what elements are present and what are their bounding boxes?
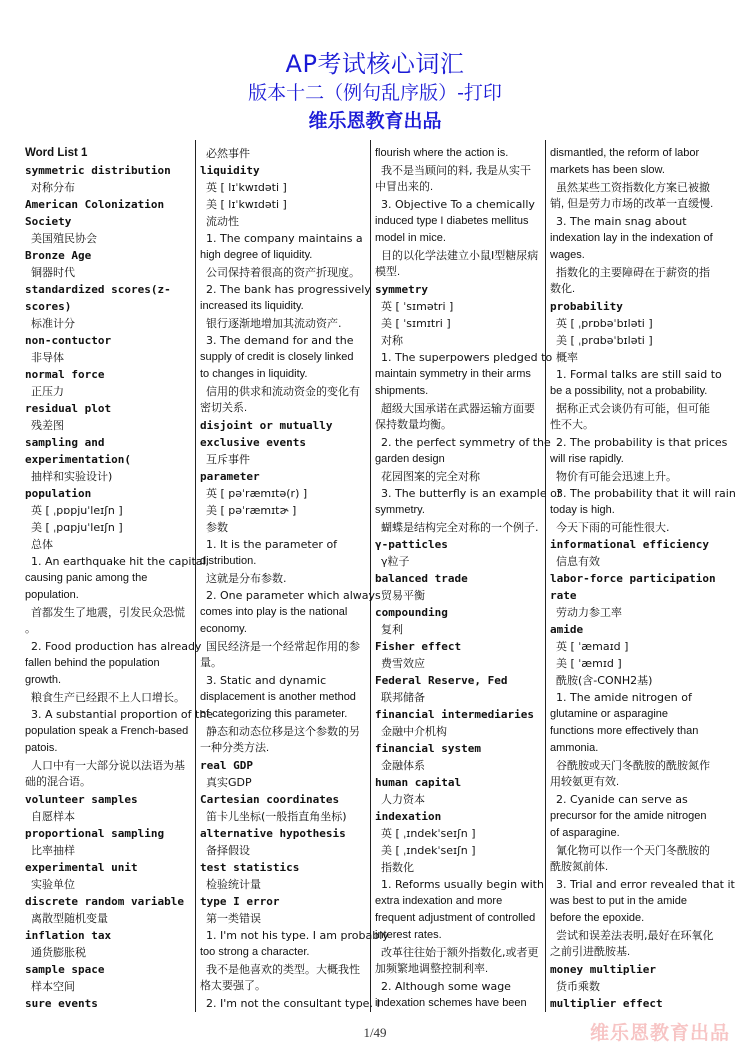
- phonetic: 美 [ lɪˈkwɪdəti ]: [206, 198, 287, 211]
- chinese-definition: 我不是他喜欢的类型。大概我性: [206, 963, 360, 976]
- sentence-line: increased its liquidity.: [200, 300, 304, 312]
- chinese-definition: 总体: [31, 538, 53, 551]
- chinese-definition: 联邦储备: [381, 691, 425, 704]
- term-heading: sure events: [25, 997, 98, 1010]
- sentence-line: shipments.: [375, 385, 429, 397]
- example-sentence: 3. Static and dynamic: [206, 674, 327, 687]
- sentence-line: indexation schemes have been: [375, 997, 527, 1009]
- phonetic: 英 [ ˈæmaɪd ]: [556, 640, 629, 653]
- sentence-line: extra indexation and more: [375, 895, 503, 907]
- sentence-line: today is high.: [550, 504, 615, 516]
- chinese-definition: 金融中介机构: [381, 725, 447, 738]
- term-heading: Federal Reserve, Fed: [375, 674, 508, 687]
- chinese-definition: 标准计分: [31, 317, 75, 330]
- sentence-line: 。: [25, 623, 36, 635]
- sentence-line: economy.: [200, 623, 247, 635]
- chinese-definition: 非导体: [31, 351, 64, 364]
- example-sentence: 2. Although some wage: [381, 980, 511, 993]
- sentence-line: high degree of liquidity.: [200, 249, 313, 261]
- example-sentence: 3. The probability that it will rain: [556, 487, 736, 500]
- term-heading: population: [25, 487, 92, 500]
- sentence-line: 础的混合语。: [25, 776, 91, 788]
- sentence-line: population.: [25, 589, 79, 601]
- sentence-line: population speak a French-based: [25, 725, 189, 737]
- term-heading: symmetric distribution: [25, 164, 171, 177]
- sentence-line: 一种分类方法.: [200, 742, 270, 754]
- sentence-line: dismantled, the reform of labor: [550, 147, 700, 159]
- term-heading: test statistics: [200, 861, 300, 874]
- sentence-line: 保持数量均衡。: [375, 419, 452, 431]
- term-heading: Cartesian coordinates: [200, 793, 340, 806]
- term-heading: exclusive events: [200, 436, 306, 449]
- phonetic: 英 [ ˌpɒpjuˈleɪʃn ]: [31, 504, 123, 517]
- phonetic: 英 [ ˌɪndekˈseɪʃn ]: [381, 827, 476, 840]
- sentence-line: to changes in liquidity.: [200, 368, 308, 380]
- chinese-definition: 首都发生了地震，引发民众恐慌: [31, 606, 185, 619]
- sentence-line: markets has been slow.: [550, 164, 665, 176]
- sentence-line: flourish where the action is.: [375, 147, 509, 159]
- chinese-definition: 花园图案的完全对称: [381, 470, 480, 483]
- page-number: 1/49: [363, 1025, 387, 1040]
- chinese-definition: 必然事件: [206, 147, 250, 160]
- term-heading: inflation tax: [25, 929, 112, 942]
- example-sentence: 2. The probability is that prices: [556, 436, 728, 449]
- example-sentence: 3. The main snag about: [556, 215, 687, 228]
- term-heading: residual plot: [25, 402, 112, 415]
- chinese-definition: 正压力: [31, 385, 64, 398]
- chinese-definition: 抽样和实验设计): [31, 470, 113, 483]
- example-sentence: 3. Trial and error revealed that it: [556, 878, 735, 891]
- term-heading: scores): [25, 300, 72, 313]
- sentence-line: 格太要强了。: [200, 980, 266, 992]
- term-heading: rate: [550, 589, 577, 602]
- phonetic: 美 [ ˌprɑbəˈbɪləti ]: [556, 334, 653, 347]
- term-heading: symmetry: [375, 283, 428, 296]
- chinese-definition: 信息有效: [556, 555, 600, 568]
- sentence-line: 之前引进酰胺基.: [550, 946, 631, 958]
- phonetic: 英 [ ˈsɪmətri ]: [381, 300, 454, 313]
- chinese-definition: 铜器时代: [31, 266, 75, 279]
- example-sentence: 1. An earthquake hit the capital,: [31, 555, 210, 568]
- example-sentence: 2. the perfect symmetry of the: [381, 436, 551, 449]
- chinese-definition: 信用的供求和流动资金的变化有: [206, 385, 360, 398]
- sentence-line: fallen behind the population: [25, 657, 160, 669]
- term-heading: alternative hypothesis: [200, 827, 346, 840]
- term-heading: financial intermediaries: [375, 708, 534, 721]
- sentence-line: symmetry.: [375, 504, 425, 516]
- sentence-line: before the epoxide.: [550, 912, 645, 924]
- vocab-column-1: [25, 145, 214, 1012]
- sentence-line: interest rates.: [375, 929, 442, 941]
- chinese-definition: 银行逐渐地增加其流动资产.: [206, 317, 342, 330]
- chinese-definition: 据称正式会谈仍有可能，但可能: [556, 402, 710, 415]
- chinese-definition: 自愿样本: [31, 810, 75, 823]
- column-divider: [545, 140, 546, 1012]
- chinese-definition: 虽然某些工资指数化方案已被撤: [556, 181, 710, 194]
- term-heading: γ-patticles: [375, 538, 448, 551]
- sentence-line: frequent adjustment of controlled: [375, 912, 536, 924]
- sentence-line: 性不大。: [550, 419, 594, 431]
- chinese-definition: 超级大国承诺在武器运输方面要: [381, 402, 535, 415]
- phonetic: 英 [ ˌprɒbəˈbɪləti ]: [556, 317, 653, 330]
- chinese-definition: 指数化: [381, 861, 414, 874]
- example-sentence: 1. It is the parameter of: [206, 538, 338, 551]
- chinese-definition: 流动性: [206, 215, 239, 228]
- sentence-line: 酰胺氮前体.: [550, 861, 609, 873]
- column-divider: [370, 140, 371, 1012]
- chinese-definition: 真实GDP: [206, 776, 252, 789]
- sentence-line: functions more effectively than: [550, 725, 699, 737]
- example-sentence: 1. The superpowers pledged to: [381, 351, 553, 364]
- sentence-line: too strong a character.: [200, 946, 310, 958]
- term-heading: standardized scores(z-: [25, 283, 171, 296]
- sentence-line: precursor for the amide nitrogen: [550, 810, 707, 822]
- watermark: 维乐恩教育出品: [590, 1022, 731, 1044]
- sentence-line: maintain symmetry in their arms: [375, 368, 531, 380]
- sentence-line: supply of credit is closely linked: [200, 351, 354, 363]
- chinese-definition: 今天下雨的可能性很大.: [556, 521, 670, 534]
- term-heading: experimental unit: [25, 861, 138, 874]
- term-heading: Society: [25, 215, 72, 228]
- example-sentence: 1. Formal talks are still said to: [556, 368, 722, 381]
- chinese-definition: 离散型随机变量: [31, 912, 108, 925]
- vocab-column-3: [375, 145, 561, 1012]
- publisher-name: 维乐恩教育出品: [308, 110, 442, 132]
- chinese-definition: 国民经济是一个经常起作用的参: [206, 640, 360, 653]
- sentence-line: 模型.: [375, 266, 401, 278]
- chinese-definition: 人口中有一大部分说以法语为基: [31, 759, 185, 772]
- chinese-definition: 货币乘数: [556, 980, 600, 993]
- term-heading: indexation: [375, 810, 442, 823]
- term-heading: balanced trade: [375, 572, 468, 585]
- chinese-definition: 劳动力参工率: [556, 606, 622, 619]
- example-sentence: 1. I'm not his type. I am probably: [206, 929, 389, 942]
- chinese-definition: 实验单位: [31, 878, 75, 891]
- term-heading: non-contuctor: [25, 334, 112, 347]
- term-heading: experimentation(: [25, 453, 131, 466]
- term-heading: informational efficiency: [550, 538, 709, 551]
- chinese-definition: 酰胺(含-CONH2基): [556, 674, 653, 687]
- phonetic: 美 [ ˈsɪmɪtri ]: [381, 317, 451, 330]
- chinese-definition: 检验统计量: [206, 878, 261, 891]
- sentence-line: causing panic among the: [25, 572, 148, 584]
- term-heading: real GDP: [200, 759, 253, 772]
- term-heading: Bronze Age: [25, 249, 92, 262]
- phonetic: 美 [ ˌɪndekˈseɪʃn ]: [381, 844, 476, 857]
- sentence-line: growth.: [25, 674, 62, 686]
- sentence-line: 数化.: [550, 283, 576, 295]
- term-heading: labor-force participation: [550, 572, 716, 585]
- example-sentence: 3. A substantial proportion of the: [31, 708, 214, 721]
- chinese-definition: 改革往往始于额外指数化,或者更: [381, 946, 539, 959]
- sentence-line: garden design: [375, 453, 445, 465]
- chinese-definition: 谷酰胺或天门冬酰胺的酰胺氮作: [556, 759, 710, 772]
- term-heading: Fisher effect: [375, 640, 462, 653]
- example-sentence: 3. The butterfly is an example of: [381, 487, 561, 500]
- example-sentence: 1. The company maintains a: [206, 232, 363, 245]
- column-divider: [195, 140, 196, 1012]
- sentence-line: 密切关系.: [200, 402, 248, 414]
- sentence-line: 加频繁地调整控制利率.: [375, 963, 489, 975]
- example-sentence: 1. Reforms usually begin with: [381, 878, 544, 891]
- chinese-definition: 静态和动态位移是这个参数的另: [206, 725, 360, 738]
- phonetic: 英 [ lɪˈkwɪdəti ]: [206, 181, 287, 194]
- document-title: AP考试核心词汇: [285, 50, 465, 78]
- chinese-definition: 通货膨胀税: [31, 946, 86, 959]
- phonetic: 美 [ pəˈræmɪtɚ ]: [206, 504, 297, 517]
- sentence-line: glutamine or asparagine: [550, 708, 669, 720]
- term-heading: American Colonization: [25, 198, 165, 211]
- word-list-heading: Word List 1: [25, 147, 88, 159]
- chinese-definition: 美国殖民协会: [31, 232, 97, 245]
- chinese-definition: 蝴蝶是结构完全对称的一个例子.: [381, 521, 539, 534]
- term-heading: proportional sampling: [25, 827, 165, 840]
- term-heading: disjoint or mutually: [200, 419, 333, 432]
- chinese-definition: 粮食生产已经跟不上人口增长。: [31, 691, 185, 704]
- term-heading: liquidity: [200, 164, 260, 177]
- term-heading: financial system: [375, 742, 481, 755]
- sentence-line: patois.: [25, 742, 58, 754]
- term-heading: multiplier effect: [550, 997, 663, 1010]
- term-heading: amide: [550, 623, 584, 636]
- chinese-definition: 对称分布: [31, 181, 75, 194]
- chinese-definition: 这就是分布参数.: [206, 572, 287, 585]
- sentence-line: 中冒出来的.: [375, 181, 434, 193]
- chinese-definition: 比率抽样: [31, 844, 75, 857]
- term-heading: volunteer samples: [25, 793, 138, 806]
- sentence-line: will rise rapidly.: [550, 453, 624, 465]
- term-heading: sample space: [25, 963, 105, 976]
- sentence-line: of categorizing this parameter.: [200, 708, 348, 720]
- term-heading: normal force: [25, 368, 105, 381]
- example-sentence: 2. Cyanide can serve as: [556, 793, 688, 806]
- chinese-definition: 互斥事件: [206, 453, 250, 466]
- chinese-definition: 对称: [381, 334, 403, 347]
- chinese-definition: 贸易平衡: [381, 589, 425, 602]
- chinese-definition: 参数: [206, 521, 228, 534]
- example-sentence: 1. The amide nitrogen of: [556, 691, 692, 704]
- sentence-line: of asparagine.: [550, 827, 620, 839]
- sentence-line: wages.: [550, 249, 585, 261]
- chinese-definition: 氰化物可以作一个天门冬酰胺的: [556, 844, 710, 857]
- phonetic: 美 [ ˌpɑpjuˈleɪʃn ]: [31, 521, 123, 534]
- chinese-definition: 概率: [556, 351, 578, 364]
- example-sentence: 2. Food production has already: [31, 640, 202, 653]
- sentence-line: distribution.: [200, 555, 257, 567]
- chinese-definition: 指数化的主要障碍在于薪资的指: [556, 266, 710, 279]
- sentence-line: 量。: [200, 657, 222, 669]
- example-sentence: 3. The demand for and the: [206, 334, 354, 347]
- sentence-line: induced type I diabetes mellitus: [375, 215, 529, 227]
- sentence-line: comes into play is the national: [200, 606, 348, 618]
- term-heading: compounding: [375, 606, 448, 619]
- chinese-definition: 金融体系: [381, 759, 425, 772]
- term-heading: type I error: [200, 895, 280, 908]
- document-subtitle: 版本十二（例句乱序版）-打印: [248, 82, 502, 104]
- sentence-line: displacement is another method: [200, 691, 356, 703]
- term-heading: probability: [550, 300, 623, 313]
- chinese-definition: 人力资本: [381, 793, 425, 806]
- term-heading: parameter: [200, 470, 260, 483]
- example-sentence: 3. Objective To a chemically: [381, 198, 535, 211]
- chinese-definition: 第一类错误: [206, 912, 261, 925]
- chinese-definition: 我不是当顾问的料, 我是从实干: [381, 164, 531, 177]
- sentence-line: be a possibility, not a probability.: [550, 385, 708, 397]
- sentence-line: indexation lay in the indexation of: [550, 232, 713, 244]
- chinese-definition: 尝试和误差法表明,最好在环氧化: [556, 929, 714, 942]
- chinese-definition: 笛卡儿坐标(一般指直角坐标): [206, 810, 347, 823]
- sentence-line: was best to put in the amide: [550, 895, 687, 907]
- chinese-definition: 物价有可能会迅速上升。: [556, 470, 677, 483]
- term-heading: discrete random variable: [25, 895, 184, 908]
- chinese-definition: γ粒子: [381, 555, 410, 568]
- chinese-definition: 残差图: [31, 419, 64, 432]
- sentence-line: 用较氨更有效.: [550, 776, 620, 788]
- sentence-line: 销, 但是劳力市场的改革一直缓慢.: [550, 198, 714, 210]
- chinese-definition: 复利: [381, 623, 403, 636]
- term-heading: money multiplier: [550, 963, 656, 976]
- sentence-line: ammonia.: [550, 742, 599, 754]
- term-heading: sampling and: [25, 436, 105, 449]
- chinese-definition: 目的以化学法建立小鼠I型糖尿病: [381, 249, 539, 262]
- chinese-definition: 备择假设: [206, 844, 250, 857]
- example-sentence: 2. The bank has progressively: [206, 283, 371, 296]
- chinese-definition: 公司保持着很高的资产折现度。: [206, 266, 360, 279]
- term-heading: human capital: [375, 776, 462, 789]
- phonetic: 英 [ pəˈræmɪtə(r) ]: [206, 487, 308, 500]
- sentence-line: model in mice.: [375, 232, 446, 244]
- vocab-column-4: [550, 145, 736, 1012]
- example-sentence: 2. I'm not the consultant type. I: [206, 997, 380, 1010]
- chinese-definition: 样本空间: [31, 980, 75, 993]
- phonetic: 美 [ ˈæmɪd ]: [556, 657, 622, 670]
- chinese-definition: 费雪效应: [381, 657, 425, 670]
- example-sentence: 2. One parameter which always: [206, 589, 381, 602]
